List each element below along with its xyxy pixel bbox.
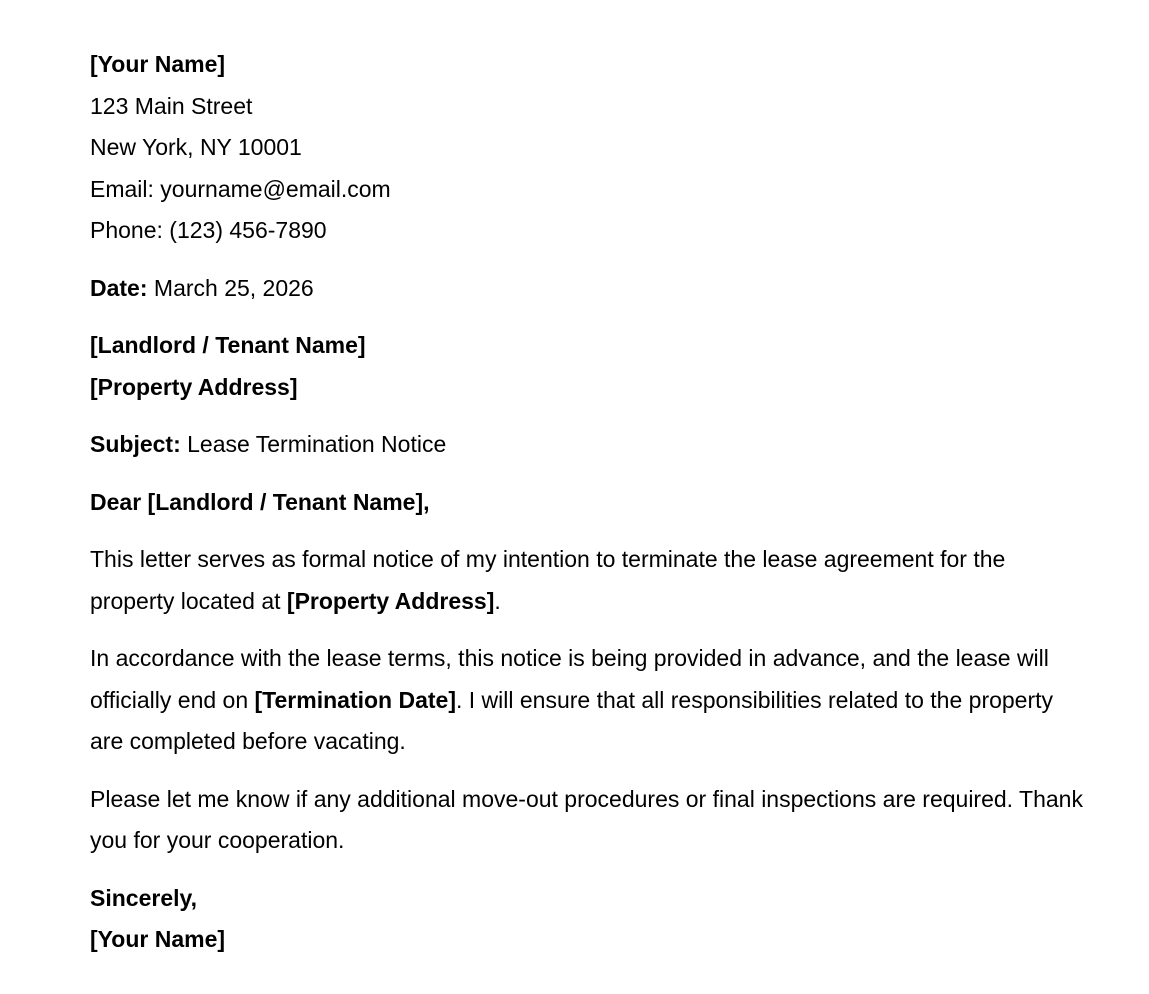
sender-phone: Phone: (123) 456-7890	[90, 217, 327, 243]
sender-block	[90, 44, 1090, 252]
recipient-block	[90, 325, 1090, 408]
subject-value: Lease Termination Notice	[180, 431, 447, 457]
letter-document	[90, 44, 1090, 961]
p1-text-after: .	[494, 587, 501, 614]
closing-block	[90, 878, 1090, 961]
date-label: Date:	[90, 274, 148, 301]
body-paragraph-1	[90, 539, 1090, 622]
p2-text-after: . I will ensure that all responsibilities related to the property are completed before vacating.	[90, 686, 1054, 754]
p1-text-before: This letter serves as formal notice of my intention to terminate the lease agreement for the property located at	[90, 546, 1006, 614]
subject-line	[90, 424, 1090, 466]
sender-email: Email: yourname@email.com	[90, 175, 391, 202]
valediction: Sincerely,	[90, 884, 197, 911]
subject-label: Subject:	[90, 431, 181, 457]
p2-termination-date: [Termination Date]	[254, 686, 456, 713]
body-paragraph-3: Please let me know if any additional move-out procedures or final inspections are required. Thank you for your cooperation.	[90, 785, 1083, 853]
sender-street: 123 Main Street	[90, 92, 253, 119]
p2-text-before: In accordance with the lease terms, this notice is being provided in advance, and the lease will officially end on	[90, 645, 1049, 713]
sender-city: New York, NY 10001	[90, 134, 302, 160]
salutation: Dear [Landlord / Tenant Name],	[90, 488, 430, 515]
body-paragraph-2	[90, 638, 1090, 763]
recipient-address: [Property Address]	[90, 373, 298, 400]
date-line	[90, 268, 1090, 310]
date-value: March 25, 2026	[147, 274, 314, 301]
p1-property-address: [Property Address]	[286, 587, 495, 614]
sender-name: [Your Name]	[90, 51, 226, 77]
recipient-name: [Landlord / Tenant Name]	[90, 332, 366, 358]
signature-name: [Your Name]	[90, 926, 226, 952]
